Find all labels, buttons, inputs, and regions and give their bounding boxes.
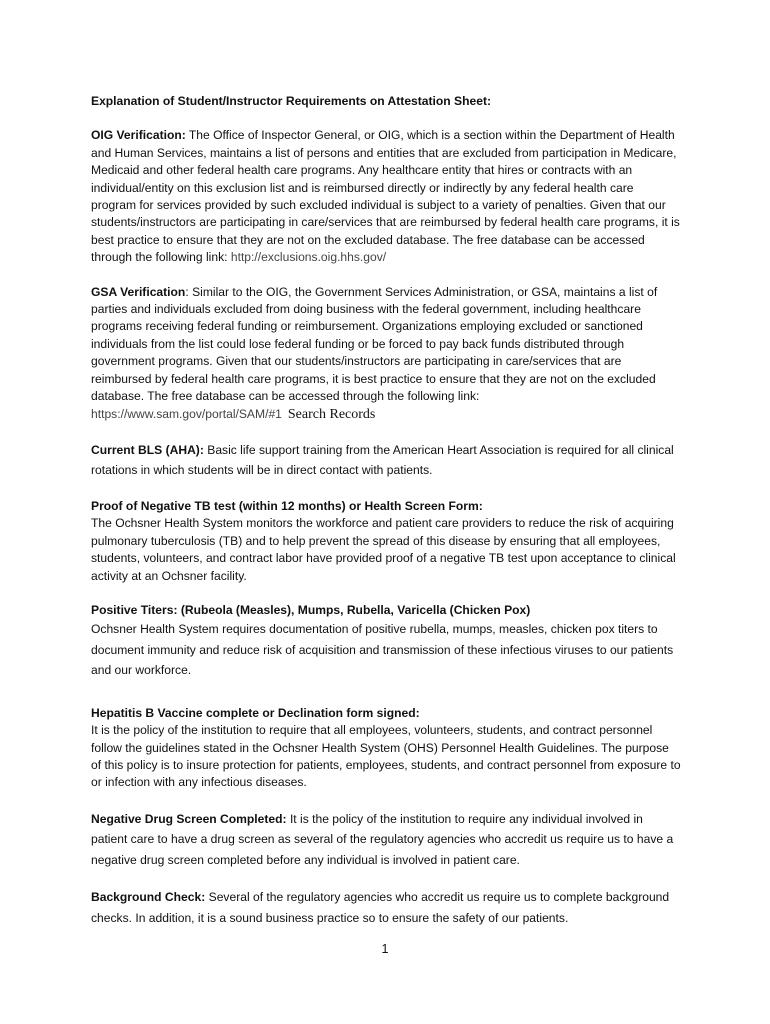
titers-heading: Positive Titers: (Rubeola (Measles), Mumps, Rubella, Varicella (Chicken Pox) (91, 602, 531, 617)
hepb-section (91, 705, 681, 792)
background-body: Several of the regulatory agencies who accredit us require us to complete background checks. In addition, it is a sound business practice so to ensure the safety of our patients. (91, 890, 670, 925)
drug-body: It is the policy of the institution to require any individual involved in patient care to have a drug screen as several of the regulatory agencies who accredit us require us to have a negative drug screen completed before any individual is involved in patient care. (91, 811, 674, 867)
gsa-section (91, 284, 681, 423)
gsa-colon: : (185, 284, 189, 299)
oig-section (91, 127, 681, 266)
gsa-link[interactable]: https://www.sam.gov/portal/SAM/#1 (91, 406, 282, 421)
background-paragraph (91, 887, 681, 928)
oig-paragraph (91, 127, 681, 266)
background-label: Background Check: (91, 890, 206, 905)
gsa-body: Similar to the OIG, the Government Services Administration, or GSA, maintains a list of parties and individuals excluded from doing business with the federal government, including healthcare programs receiving federal funding or reimbursement. Organizations employing excluded or sanctioned individuals from the list could lose federal funding or be forced to pay back funds distributed through government programs. Given that our students/instructors are participating in care/services that are reimbursed by federal health care programs, it is best practice to ensure that they are not on the excluded database. The free database can be accessed through the following link: (91, 284, 658, 404)
page-number: 1 (381, 942, 389, 956)
bls-body: Basic life support training from the American Heart Association is required for all clinical rotations in which students will be in direct contact with patients. (91, 442, 674, 478)
tb-body: The Ochsner Health System monitors the workforce and patient care providers to reduce the risk of acquiring pulmonary tuberculosis (TB) and to help prevent the spread of this disease by ensuring that all employees, students, volunteers, and contract labor have provided proof of a negative TB test upon acceptance to clinical activity at an Ochsner facility. (91, 516, 676, 583)
document-page (91, 93, 681, 945)
gsa-label: GSA Verification (91, 284, 186, 299)
gsa-paragraph (91, 284, 681, 423)
titers-section (91, 602, 681, 681)
drug-section (91, 809, 681, 871)
drug-paragraph (91, 809, 681, 871)
hepb-body: It is the policy of the institution to require that all employees, volunteers, students, and contract personnel follow the guidelines stated in the Ochsner Health System (OHS) Personnel Health Guidelines. The purpose of this policy is to insure protection for patients, employees, students, and contract personnel from exposure to or infection with any infectious diseases. (91, 723, 681, 790)
titers-body: Ochsner Health System requires documentation of positive rubella, mumps, measles, chicken pox titers to document immunity and reduce risk of acquisition and transmission of these infectious viruses to our patients and our workforce. (91, 622, 674, 678)
background-section (91, 887, 681, 928)
drug-label: Negative Drug Screen Completed: (91, 811, 287, 826)
page-title: Explanation of Student/Instructor Requirements on Attestation Sheet: (91, 94, 492, 108)
bls-label: Current BLS (AHA): (91, 442, 204, 457)
hepb-heading: Hepatitis B Vaccine complete or Declination form signed: (91, 705, 420, 720)
oig-body: The Office of Inspector General, or OIG, which is a section within the Department of Health and Human Services, maintains a list of persons and entities that are excluded from participation in Medicare, Medicaid and other federal health care programs. Any healthcare entity that hires or contracts with an individual/entity on this exclusion list and is reimbursed directly or indirectly by any federal health care program for services provided by such excluded individual is subject to a variety of penalties. Given that our students/instructors are participating in care/services that are reimbursed by federal health care programs, it is best practice to ensure that they are not on the excluded database. The free database can be accessed through the following link: (91, 128, 680, 265)
tb-section (91, 498, 681, 585)
bls-section (91, 440, 681, 481)
gsa-link-suffix: Search Records (287, 406, 376, 422)
oig-label: OIG Verification: (91, 128, 186, 143)
bls-paragraph (91, 440, 681, 481)
tb-heading: Proof of Negative TB test (within 12 months) or Health Screen Form: (91, 498, 483, 513)
oig-link[interactable]: http://exclusions.oig.hhs.gov/ (230, 250, 387, 265)
